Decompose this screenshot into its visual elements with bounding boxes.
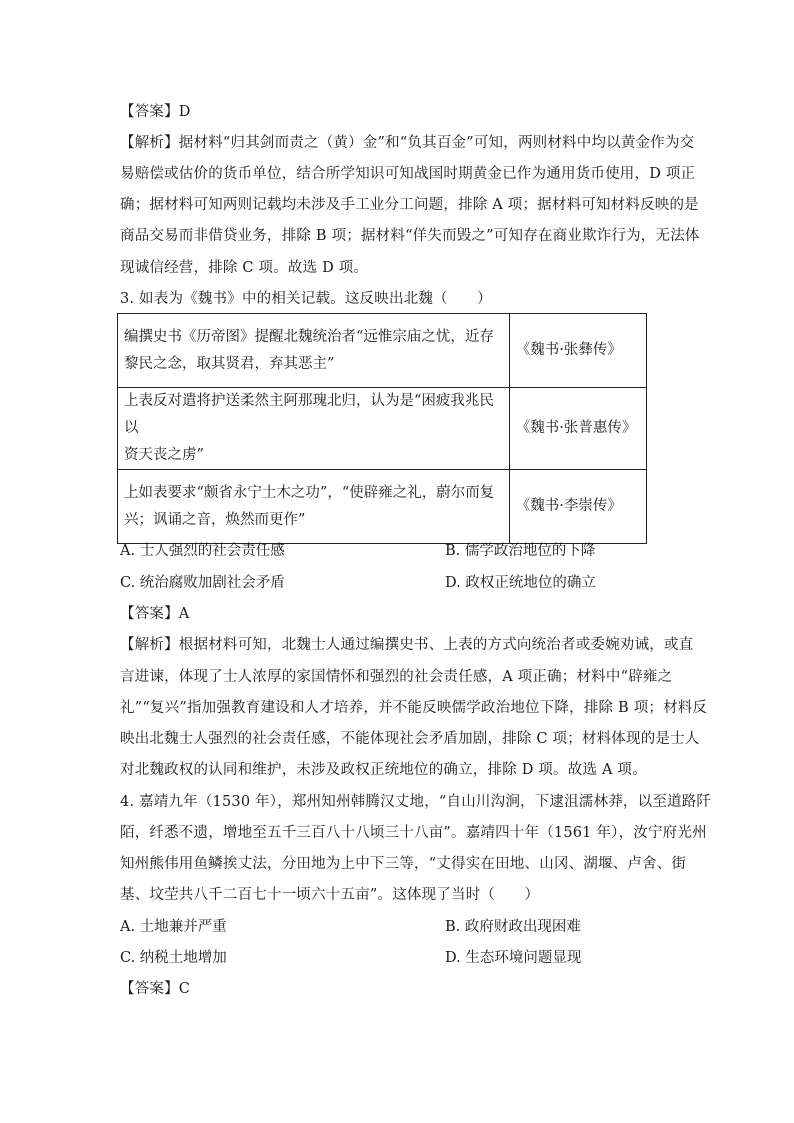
q4-stem-line: 陌，纤悉不遗，增地至五千三百八十八顷三十八亩”。嘉靖四十年（1561 年），汝宁府光州 — [120, 825, 707, 841]
q2-answer: 【答案】D — [120, 104, 191, 120]
q4-answer: 【答案】C — [120, 981, 191, 997]
table-cell-source: 《魏书·李崇传》 — [509, 470, 646, 544]
q3-analysis-line: 映出北魏士人强烈的社会责任感，不能体现社会矛盾加剧，排除 C 项；材料体现的是士人 — [120, 731, 700, 747]
q3-option-b: B. 儒学政治地位的下降 — [445, 543, 596, 559]
q4-option-d: D. 生态环境问题显现 — [445, 950, 582, 966]
quote-line: 资天丧之虏” — [124, 447, 204, 463]
q3-option-d: D. 政权正统地位的确立 — [445, 575, 596, 591]
q3-stem: 3. 如表为《魏书》中的相关记载。这反映出北魏（ ） — [120, 291, 492, 307]
quote-line: 编撰史书《历帝图》提醒北魏统治者“远惟宗庙之忧，近存 — [124, 328, 494, 345]
q4-option-b: B. 政府财政出现困难 — [445, 919, 581, 935]
q2-analysis-line: 现诚信经营，排除 C 项。故选 D 项。 — [120, 260, 369, 276]
q2-analysis-line: 易赔偿或估价的货币单位，结合所学知识可知战国时期黄金已作为通用货币使用，D 项正 — [120, 166, 696, 182]
q2-analysis-line: 【解析】据材料“归其剑而责之（黄）金”和“负其百金”可知，两则材料中均以黄金作为交 — [120, 135, 695, 151]
table-cell-source: 《魏书·张彝传》 — [509, 314, 646, 388]
quote-line: 上如表要求“颇省永宁土木之功”，“使辟雍之礼，蔚尔而复 — [124, 484, 495, 501]
q3-analysis-line: 礼”“复兴”指加强教育建设和人才培养，并不能反映儒学政治地位下降，排除 B 项；材料反 — [120, 700, 708, 716]
table-row — [118, 314, 647, 388]
q3-analysis-line: 对北魏政权的认同和维护，未涉及政权正统地位的确立，排除 D 项。故选 A 项。 — [120, 762, 647, 778]
q4-option-a: A. 土地兼并严重 — [120, 919, 227, 935]
table-cell-quote — [118, 388, 510, 470]
q3-option-a: A. 士人强烈的社会责任感 — [120, 543, 285, 559]
q4-option-c: C. 纳税土地增加 — [120, 950, 227, 966]
q2-analysis-line: 确；据材料可知两则记载均未涉及手工业分工问题，排除 A 项；据材料可知材料反映的是 — [120, 197, 699, 213]
table-cell-quote — [118, 314, 510, 388]
table-row — [118, 388, 647, 470]
q4-stem-line: 4. 嘉靖九年（1530 年），郑州知州韩腾汉丈地，“自山川沟涧，下逮沮濡林莽，以至道路阡 — [120, 794, 712, 810]
quote-line: 黎民之念，取其贤君，弃其恶主” — [124, 355, 335, 372]
q3-analysis-line: 【解析】根据材料可知，北魏士人通过编撰史书、上表的方式向统治者或委婉劝诫，或直 — [120, 637, 694, 653]
table-cell-quote — [118, 470, 510, 544]
q4-stem-line: 知州熊伟用鱼鳞挨丈法，分田地为上中下三等，“丈得实在田地、山冈、湖堰、卢舍、街 — [120, 856, 687, 872]
q4-stem-line: 基、坟茔共八千二百七十一顷六十五亩”。这体现了当时（ ） — [120, 887, 540, 903]
q2-analysis-line: 商品交易而非借贷业务，排除 B 项；据材料“佯失而毁之”可知存在商业欺诈行为，无法体 — [120, 228, 700, 244]
quote-line: 上表反对遣将护送柔然主阿那瑰北归，认为是“困疲我兆民以 — [124, 393, 494, 436]
q3-option-c: C. 统治腐败加剧社会矛盾 — [120, 575, 285, 591]
table-row — [118, 470, 647, 544]
q3-answer: 【答案】A — [120, 606, 190, 622]
quote-line: 兴；讽诵之音，焕然而更作” — [124, 511, 306, 528]
q3-source-table — [117, 313, 647, 544]
table-cell-source: 《魏书·张普惠传》 — [509, 388, 646, 470]
q3-analysis-line: 言进谏，体现了士人浓厚的家国情怀和强烈的社会责任感，A 项正确；材料中“辟雍之 — [120, 669, 673, 685]
